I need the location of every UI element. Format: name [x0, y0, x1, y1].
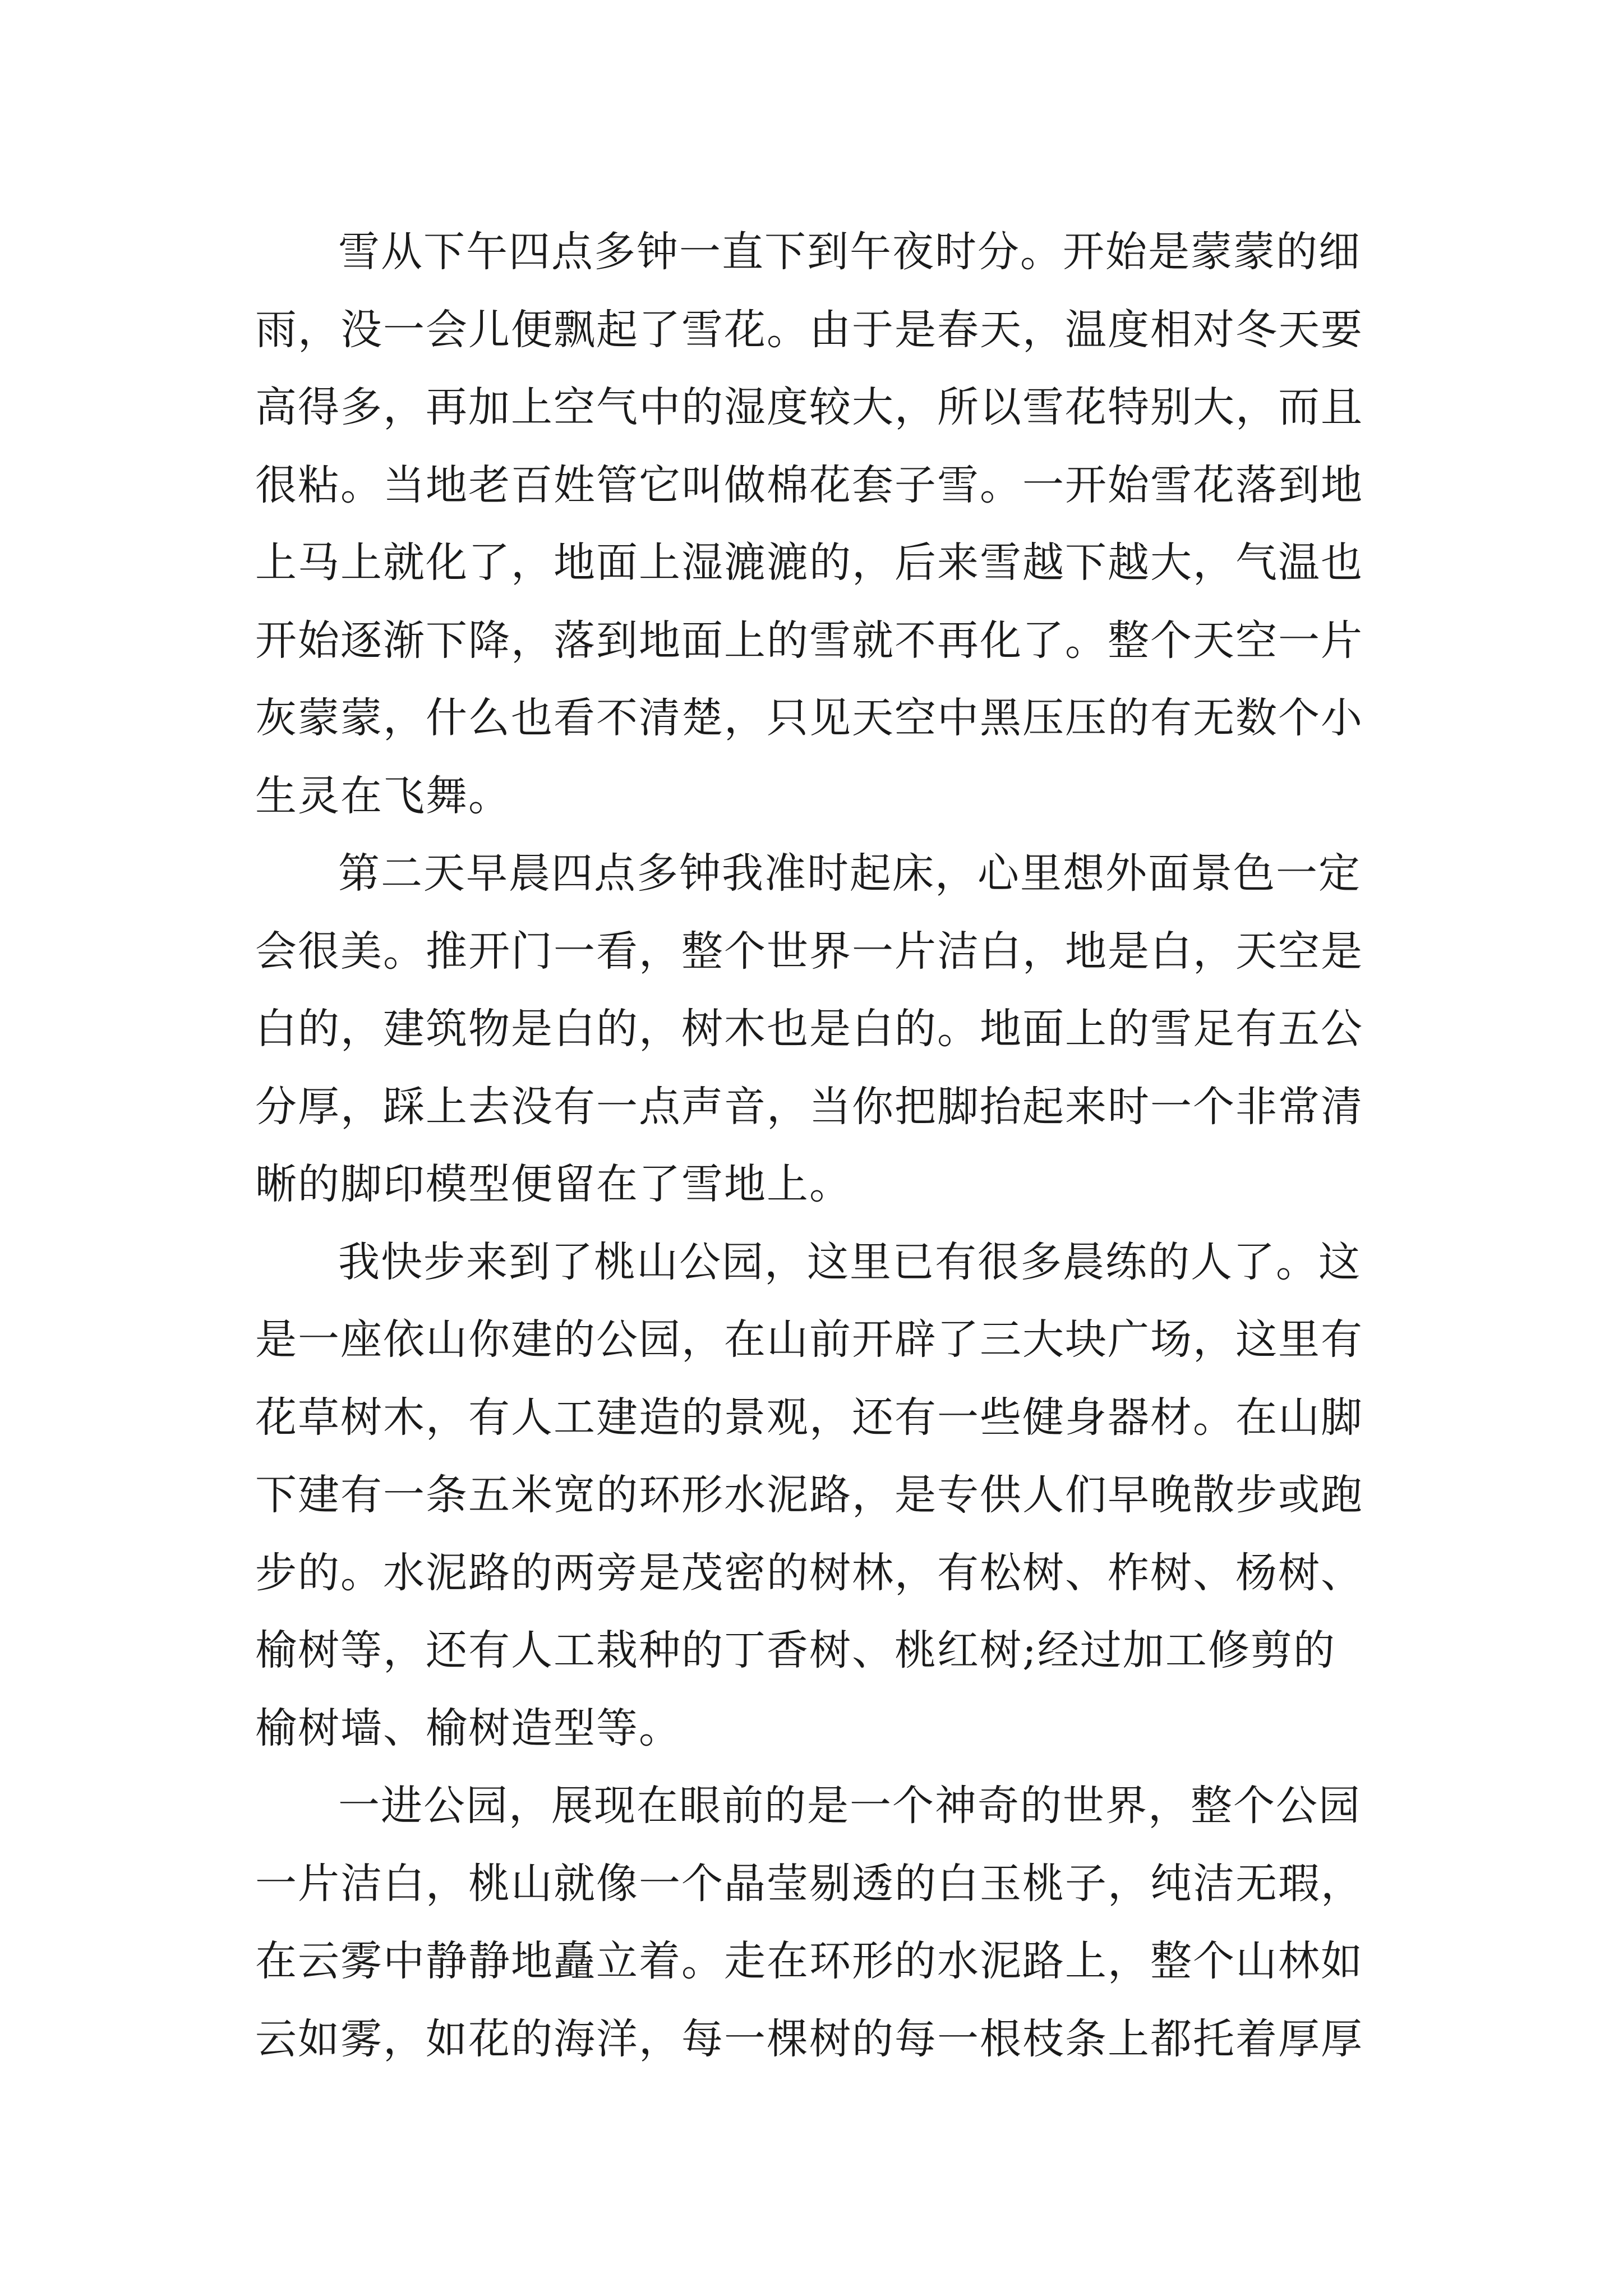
text-line: 榆树墙、榆树造型等。 [255, 1704, 681, 1752]
text-line: 是一座依山你建的公园，在山前开辟了三大块广场，这里有 [255, 1315, 1363, 1364]
document-body [255, 213, 1388, 2078]
text-line: 花草树木，有人工建造的景观，还有一些健身器材。在山脚 [255, 1393, 1363, 1442]
text-line: 灰蒙蒙，什么也看不清楚，只见天空中黑压压的有无数个小 [255, 694, 1363, 742]
text-line: 开始逐渐下降，落到地面上的雪就不再化了。整个天空一片 [255, 616, 1363, 665]
text-line: 上马上就化了，地面上湿漉漉的，后来雪越下越大，气温也 [255, 539, 1363, 587]
text-line: 雪从下午四点多钟一直下到午夜时分。开始是蒙蒙的细 [338, 228, 1361, 276]
text-line: 第二天早晨四点多钟我准时起床，心里想外面景色一定 [338, 849, 1361, 898]
text-line: 雨，没一会儿便飘起了雪花。由于是春天，温度相对冬天要 [255, 305, 1363, 354]
text-line: 云如雾，如花的海洋，每一棵树的每一根枝条上都托着厚厚 [255, 2014, 1363, 2063]
text-line: 高得多，再加上空气中的湿度较大，所以雪花特别大，而且 [255, 383, 1363, 431]
text-line: 下建有一条五米宽的环形水泥路，是专供人们早晚散步或跑 [255, 1471, 1363, 1519]
text-line: 很粘。当地老百姓管它叫做棉花套子雪。一开始雪花落到地 [255, 461, 1363, 509]
text-line: 一进公园，展现在眼前的是一个神奇的世界，整个公园 [338, 1782, 1361, 1830]
paragraph-4 [255, 1767, 1388, 2078]
text-line: 我快步来到了桃山公园，这里已有很多晨练的人了。这 [338, 1237, 1361, 1286]
text-line: 步的。水泥路的两旁是茂密的树林，有松树、柞树、杨树、 [255, 1548, 1363, 1597]
paragraph-2 [255, 835, 1388, 1223]
paragraph-3 [255, 1223, 1388, 1768]
text-line: 会很美。推开门一看，整个世界一片洁白，地是白，天空是 [255, 927, 1363, 976]
text-line: 生灵在飞舞。 [255, 771, 511, 820]
text-line: 在云雾中静静地矗立着。走在环形的水泥路上，整个山林如 [255, 1937, 1363, 1985]
paragraph-1 [255, 213, 1388, 835]
text-line: 一片洁白，桃山就像一个晶莹剔透的白玉桃子，纯洁无瑕， [255, 1859, 1363, 1908]
text-line: 白的，建筑物是白的，树木也是白的。地面上的雪足有五公 [255, 1005, 1363, 1053]
text-line: 榆树等，还有人工栽种的丁香树、桃红树;经过加工修剪的 [255, 1626, 1336, 1674]
text-line: 晰的脚印模型便留在了雪地上。 [255, 1160, 852, 1208]
text-line: 分厚，踩上去没有一点声音，当你把脚抬起来时一个非常清 [255, 1082, 1363, 1131]
